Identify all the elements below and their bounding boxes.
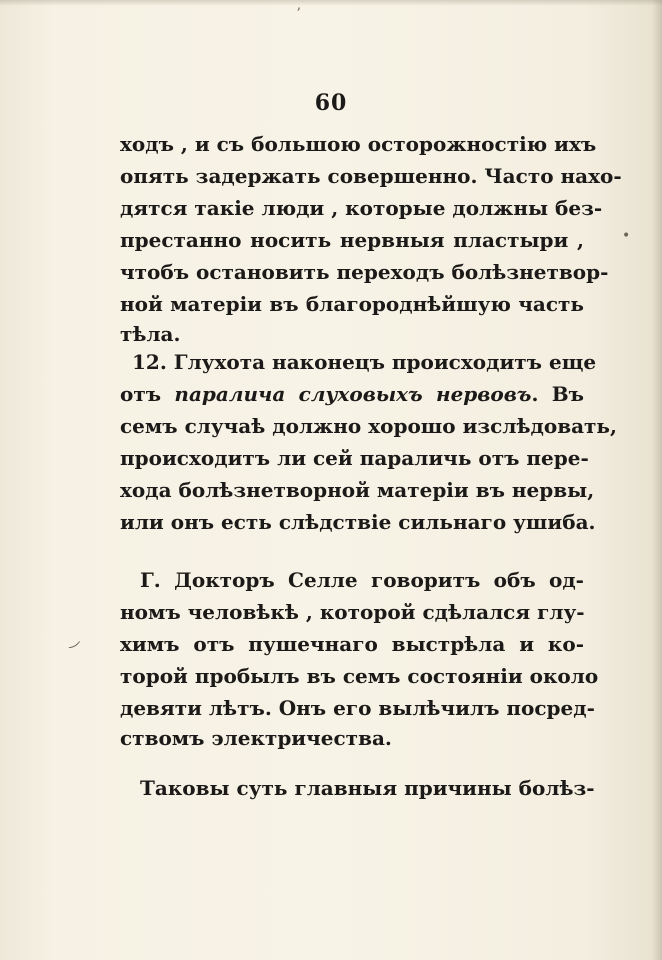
text-line: семъ случаѣ должно хорошо изслѣдовать, (120, 414, 617, 438)
text-line: тѣла. (120, 322, 181, 346)
italic-term: паралича слуховыхъ нервовъ (174, 382, 532, 406)
text-line: происходитъ ли сей параличь отъ пере- (120, 446, 589, 470)
text-segment: отъ (120, 382, 175, 406)
text-line: дятся такіе люди , которые должны без- (120, 196, 603, 220)
text-line: хода болѣзнетворной матеріи въ нервы, (120, 478, 595, 502)
text-line: чтобъ остановить переходъ болѣзнетвор- (120, 260, 609, 284)
paragraph-line: Г. Докторъ Селле говоритъ объ од- (140, 568, 584, 592)
ink-speck: • (622, 228, 631, 244)
text-line: престанно носить нервныя пластыри , (120, 228, 584, 252)
text-line: девяти лѣтъ. Онъ его вылѣчилъ посред- (120, 696, 595, 720)
text-line: ствомъ электричества. (120, 726, 392, 750)
text-line (120, 378, 584, 410)
ink-speck: ‿ (62, 630, 81, 650)
text-line: ходъ , и съ большою осторожностію ихъ (120, 132, 597, 156)
text-line: торой пробылъ въ семъ состояніи около (120, 664, 599, 688)
paragraph-12-line (132, 346, 597, 378)
paragraph-line: Таковы суть главныя причины болѣз- (140, 776, 595, 800)
text-segment: . Въ (531, 382, 584, 406)
text-line: номъ человѣкѣ , которой сдѣлался глу- (120, 600, 585, 624)
page-number: 60 (314, 90, 348, 116)
text-line: опять задержать совершенно. Часто нахо- (120, 164, 622, 188)
page-right-shadow (652, 0, 662, 960)
page-top-shadow (0, 0, 662, 6)
text-line: или онъ есть слѣдствіе сильнаго ушиба. (120, 510, 596, 534)
text-line: ной матеріи въ благороднѣйшую часть (120, 292, 584, 316)
text-segment: 12. Глухота наконецъ происходитъ еще (132, 350, 597, 374)
ink-speck: ʼ (296, 6, 301, 22)
text-line: химъ отъ пушечнаго выстрѣла и ко- (120, 632, 584, 656)
